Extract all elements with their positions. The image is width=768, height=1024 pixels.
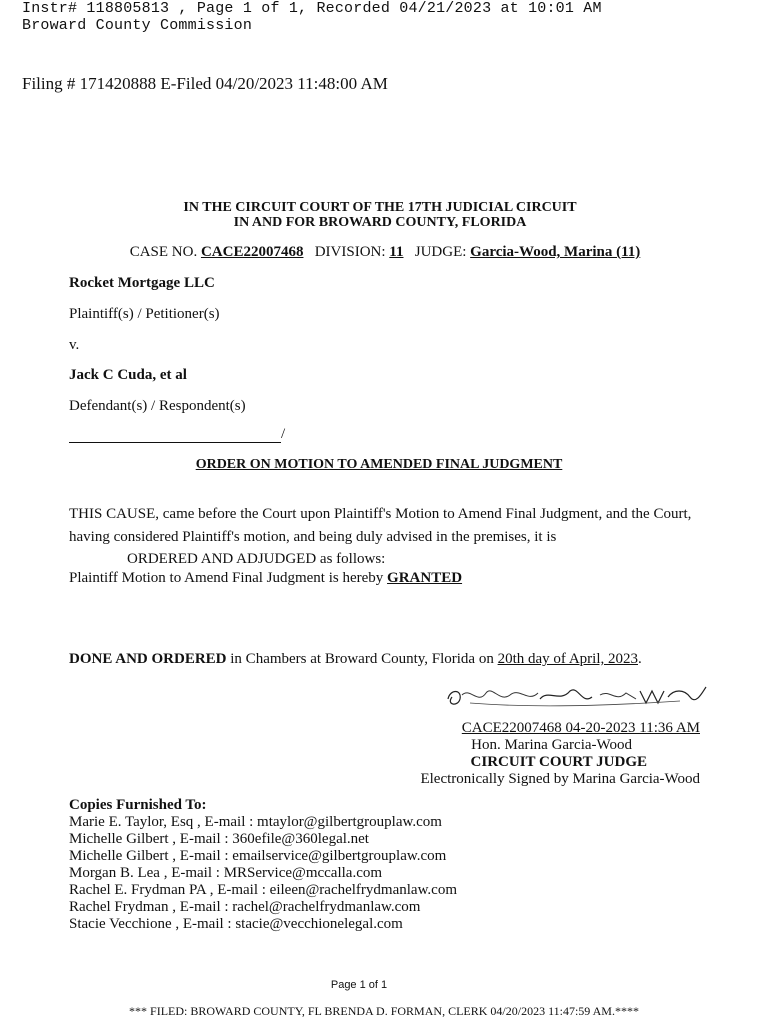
list-item: Michelle Gilbert , E-mail : emailservice@gilbertgrouplaw.com bbox=[69, 848, 447, 864]
order-body-line2: having considered Plaintiff's motion, and being duly advised in the premises, it is bbox=[69, 529, 557, 545]
division-number: 11 bbox=[389, 244, 404, 260]
case-number: CACE22007468 bbox=[200, 244, 304, 260]
filing-header: Filing # 171420888 E-Filed 04/20/2023 11:48:00 AM bbox=[22, 74, 388, 93]
caption-slash: / bbox=[281, 426, 286, 442]
done-and-ordered-label: DONE AND ORDERED bbox=[69, 651, 227, 667]
case-info-line bbox=[0, 244, 768, 261]
list-item: Stacie Vecchione , E-mail : stacie@vecchionelegal.com bbox=[69, 916, 403, 932]
list-item: Michelle Gilbert , E-mail : 360efile@360legal.net bbox=[69, 831, 369, 847]
case-label: CASE NO. bbox=[129, 244, 198, 260]
order-body-line4 bbox=[69, 569, 709, 587]
judge-name: Garcia-Wood, Marina (11) bbox=[470, 244, 641, 260]
versus: v. bbox=[69, 337, 80, 353]
court-heading-line1: IN THE CIRCUIT COURT OF THE 17TH JUDICIAL CIRCUIT bbox=[183, 200, 577, 215]
done-and-ordered-line bbox=[69, 650, 642, 668]
caption-rule bbox=[69, 425, 281, 443]
page-number: Page 1 of 1 bbox=[330, 979, 388, 991]
order-title: ORDER ON MOTION TO AMENDED FINAL JUDGMENT bbox=[195, 457, 563, 472]
list-item: Morgan B. Lea , E-mail : MRService@mccalla.com bbox=[69, 865, 383, 881]
judge-signature-image bbox=[440, 683, 710, 709]
recording-stamp-line2: Broward County Commission bbox=[22, 17, 253, 34]
done-and-ordered-text: in Chambers at Broward County, Florida on bbox=[226, 651, 498, 667]
court-heading-line2: IN AND FOR BROWARD COUNTY, FLORIDA bbox=[233, 215, 527, 230]
signature-block bbox=[400, 720, 700, 788]
defendant-role: Defendant(s) / Respondent(s) bbox=[69, 398, 246, 414]
order-ruling-text: Plaintiff Motion to Amend Final Judgment is hereby bbox=[69, 570, 388, 586]
done-end: . bbox=[638, 651, 642, 667]
division-label: DIVISION: bbox=[314, 244, 386, 260]
copies-heading: Copies Furnished To: bbox=[69, 797, 207, 813]
order-body-line3: ORDERED AND ADJUDGED as follows: bbox=[127, 551, 386, 567]
granted-text: GRANTED bbox=[387, 570, 463, 586]
order-body bbox=[69, 503, 709, 587]
electronic-signature-note: Electronically Signed by Marina Garcia-Wood bbox=[420, 771, 700, 787]
list-item: Marie E. Taylor, Esq , E-mail : mtaylor@gilbertgrouplaw.com bbox=[69, 814, 442, 830]
clerk-filing-footer: *** FILED: BROWARD COUNTY, FL BRENDA D. FORMAN, CLERK 04/20/2023 11:47:59 AM.**** bbox=[129, 1004, 639, 1018]
signature-stamp: CACE22007468 04-20-2023 11:36 AM bbox=[461, 720, 700, 736]
recording-stamp-line1: Instr# 118805813 , Page 1 of 1, Recorded 04/21/2023 at 10:01 AM bbox=[22, 0, 602, 17]
plaintiff-role: Plaintiff(s) / Petitioner(s) bbox=[69, 306, 220, 322]
defendant-name: Jack C Cuda, et al bbox=[69, 367, 187, 383]
list-item: Rachel E. Frydman PA , E-mail : eileen@rachelfrydmanlaw.com bbox=[69, 882, 458, 898]
list-item: Rachel Frydman , E-mail : rachel@rachelfrydmanlaw.com bbox=[69, 899, 421, 915]
order-body-line1: THIS CAUSE, came before the Court upon Plaintiff's Motion to Amend Final Judgment, and the Court, bbox=[69, 506, 692, 522]
copies-furnished bbox=[69, 797, 457, 933]
judge-title: CIRCUIT COURT JUDGE bbox=[470, 754, 647, 770]
plaintiff-name: Rocket Mortgage LLC bbox=[69, 275, 215, 291]
judge-label: JUDGE: bbox=[414, 244, 467, 260]
judge-signed-name: Hon. Marina Garcia-Wood bbox=[471, 737, 632, 753]
done-date: 20th day of April, 2023 bbox=[497, 651, 638, 667]
